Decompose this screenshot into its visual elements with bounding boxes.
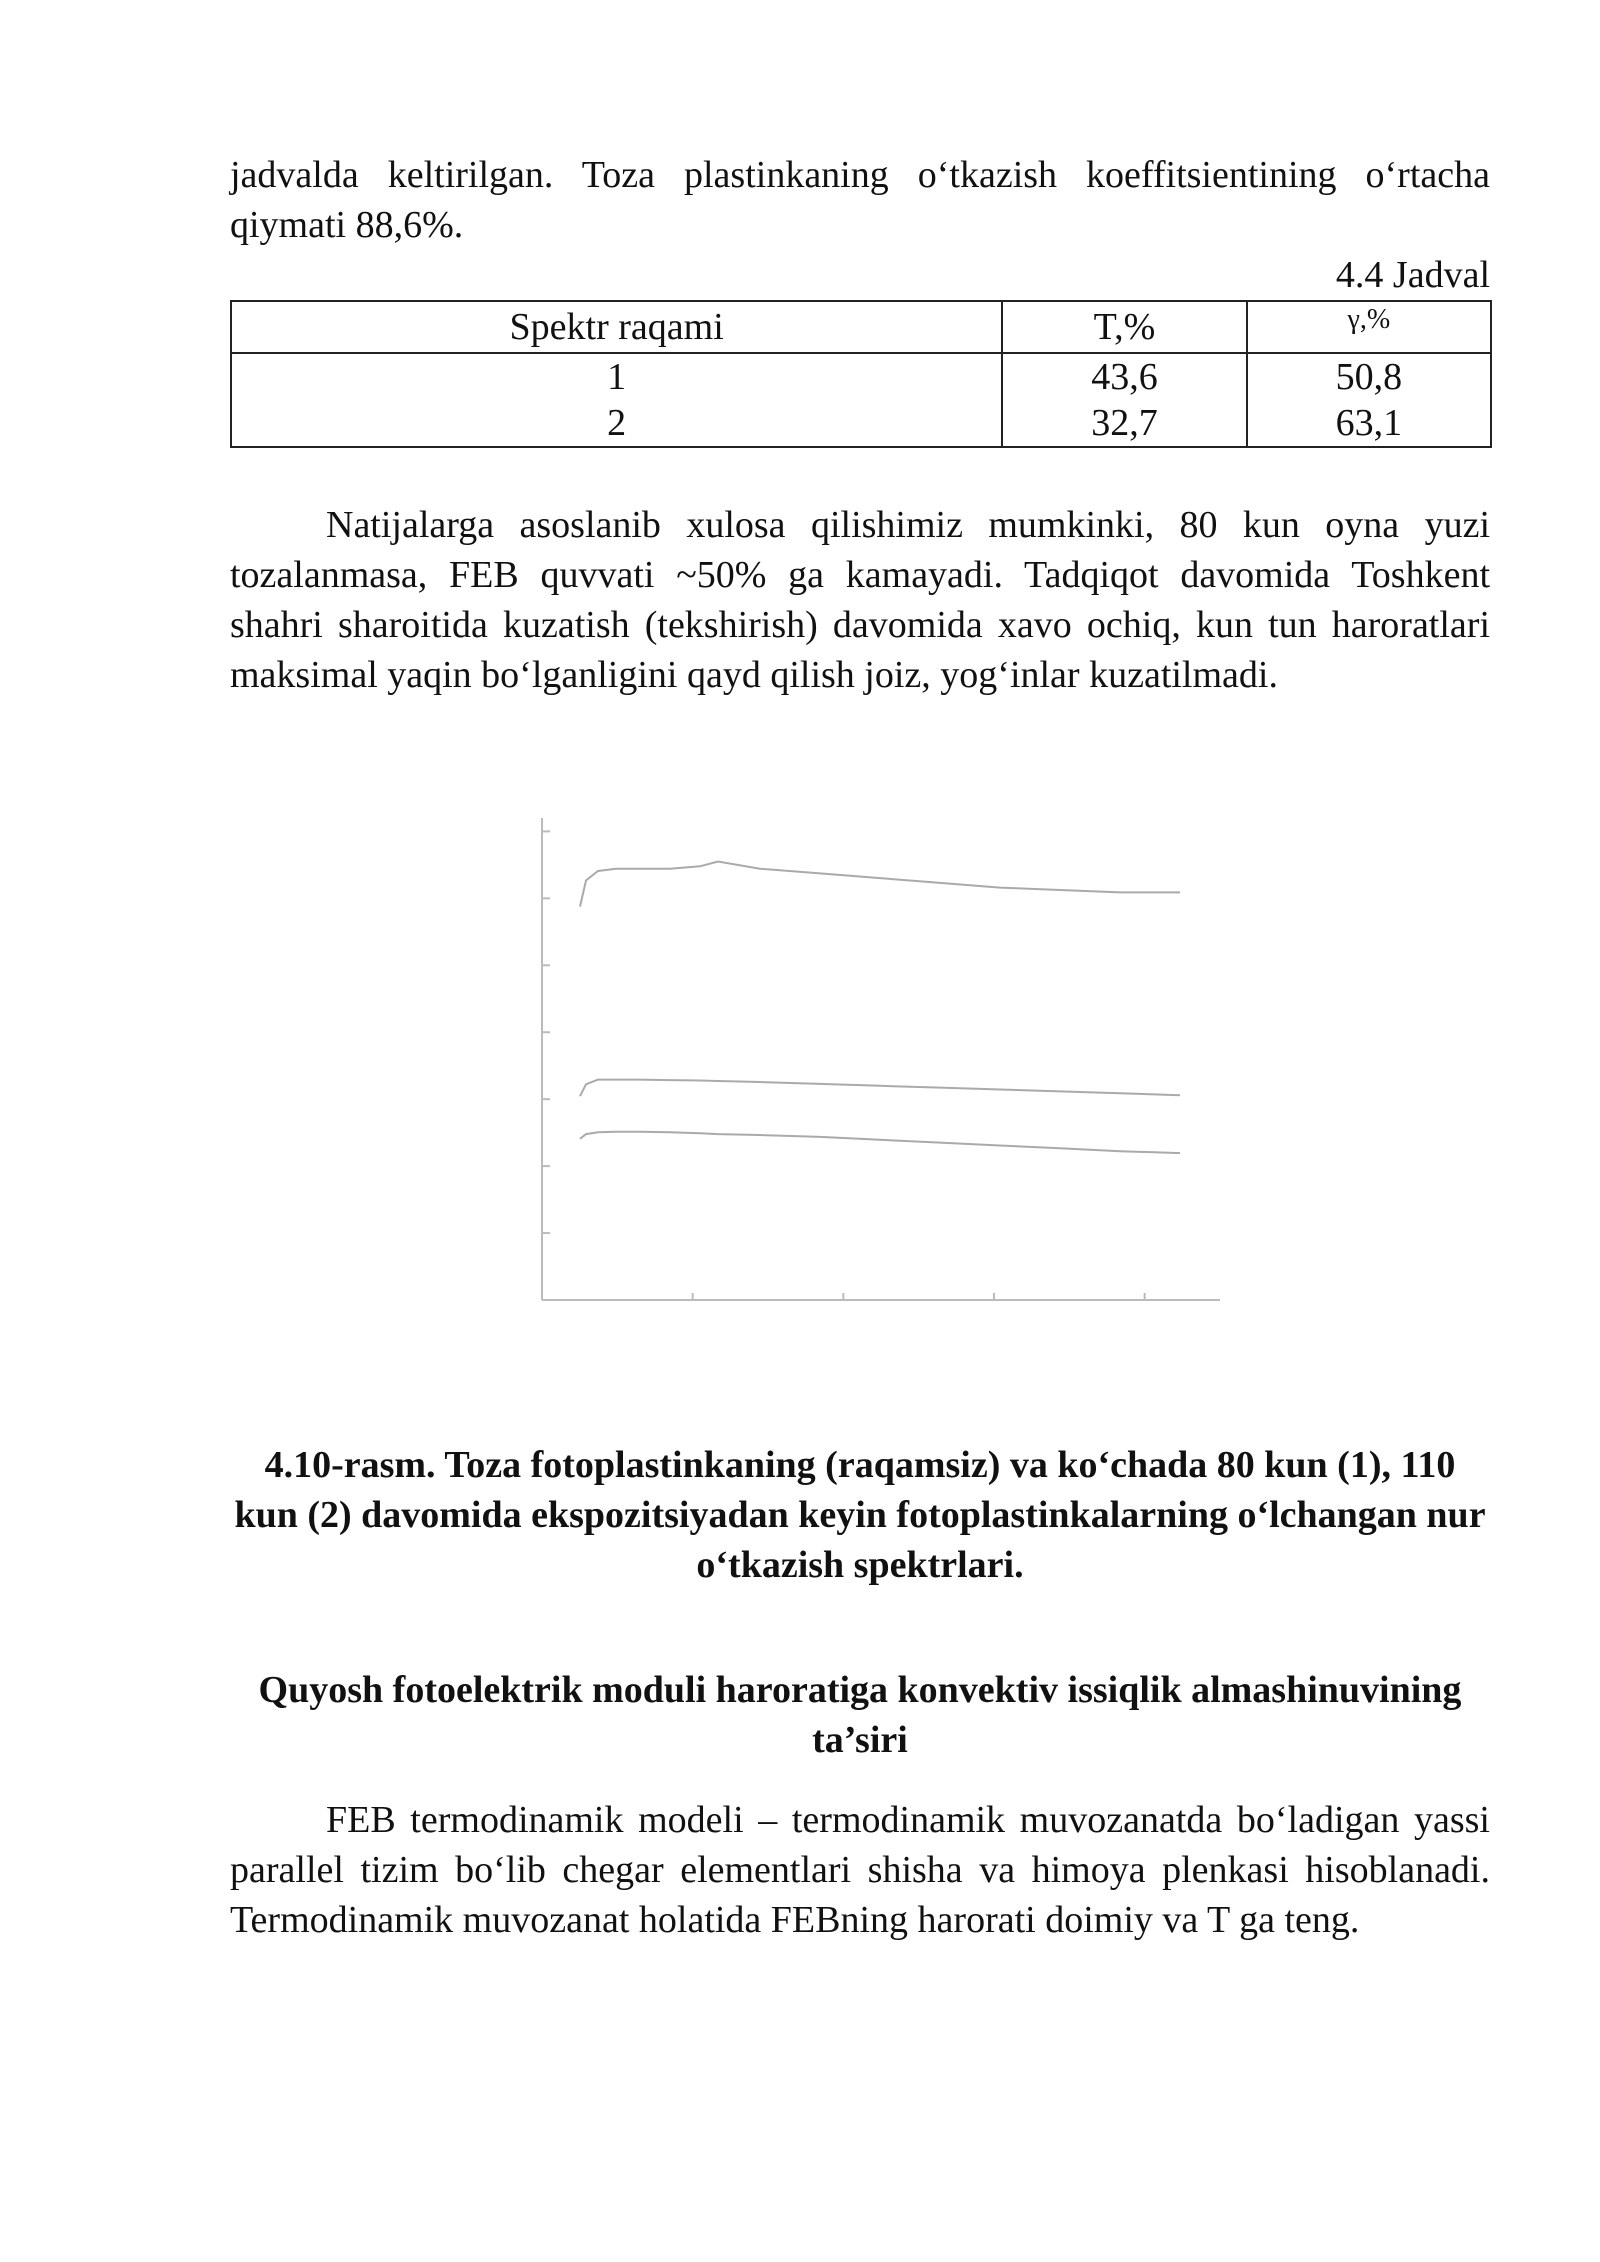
table-caption: 4.4 Jadval [1335,254,1490,296]
section-title: Quyosh fotoelektrik moduli haroratiga konvektiv issiqlik almashinuvining ta’siri [258,1669,1462,1761]
table-cell: 63,1 [1247,400,1491,447]
spectrum-line-1 [580,862,1180,907]
spectrum-line-3 [580,1132,1180,1153]
spectra-chart-svg [530,810,1250,1330]
table-cell: 32,7 [1002,400,1246,447]
figure-caption: 4.10-rasm. Toza fotoplastinkaning (raqamsiz) va ko‘chada 80 kun (1), 110 kun (2) davomida ekspozitsiyadan keyin fotoplastinkalarning o‘lchangan nur o‘tkazish spektrlari. [234,1444,1486,1586]
header-transmission: T,% [1002,301,1246,353]
intro-paragraph: jadvalda keltirilgan. Toza plastinkaning o‘tkazish koeffitsientining o‘rtacha qiymati 88,6%. [230,154,1490,246]
table-cell: 50,8 [1247,353,1491,400]
results-table [230,300,1492,448]
final-paragraph: FEB termodinamik modeli – termodinamik muvozanatda bo‘ladigan yassi parallel tizim bo‘lib chegar elementlari shisha va himoya plenkasi hisoblanadi. Termodinamik muvozanat holatida FEBning harorati doimiy va T ga teng. [230,1799,1490,1941]
table-cell: 43,6 [1002,353,1246,400]
header-gamma: γ,% [1247,301,1491,353]
spectrum-line-2 [580,1080,1180,1097]
table-cell: 2 [231,400,1002,447]
header-spectrum-number: Spektr raqami [231,301,1002,353]
final-section [230,1795,1490,1945]
table-row [231,353,1491,400]
spectra-chart [530,810,1250,1330]
conclusion-paragraph: Natijalarga asoslanib xulosa qilishimiz mumkinki, 80 kun oyna yuzi tozalanmasa, FEB quvvati ~50% ga kamayadi. Tadqiqot davomida Toshkent shahri sharoitida kuzatish (tekshirish) davomida xavo ochiq, kun tun haroratlari maksimal yaqin bo‘lganligini qayd qilish joiz, yog‘inlar kuzatilmadi. [230,504,1490,696]
table-row [231,400,1491,447]
table-cell: 1 [231,353,1002,400]
table-header-row [231,301,1491,353]
page-body [230,150,1490,700]
